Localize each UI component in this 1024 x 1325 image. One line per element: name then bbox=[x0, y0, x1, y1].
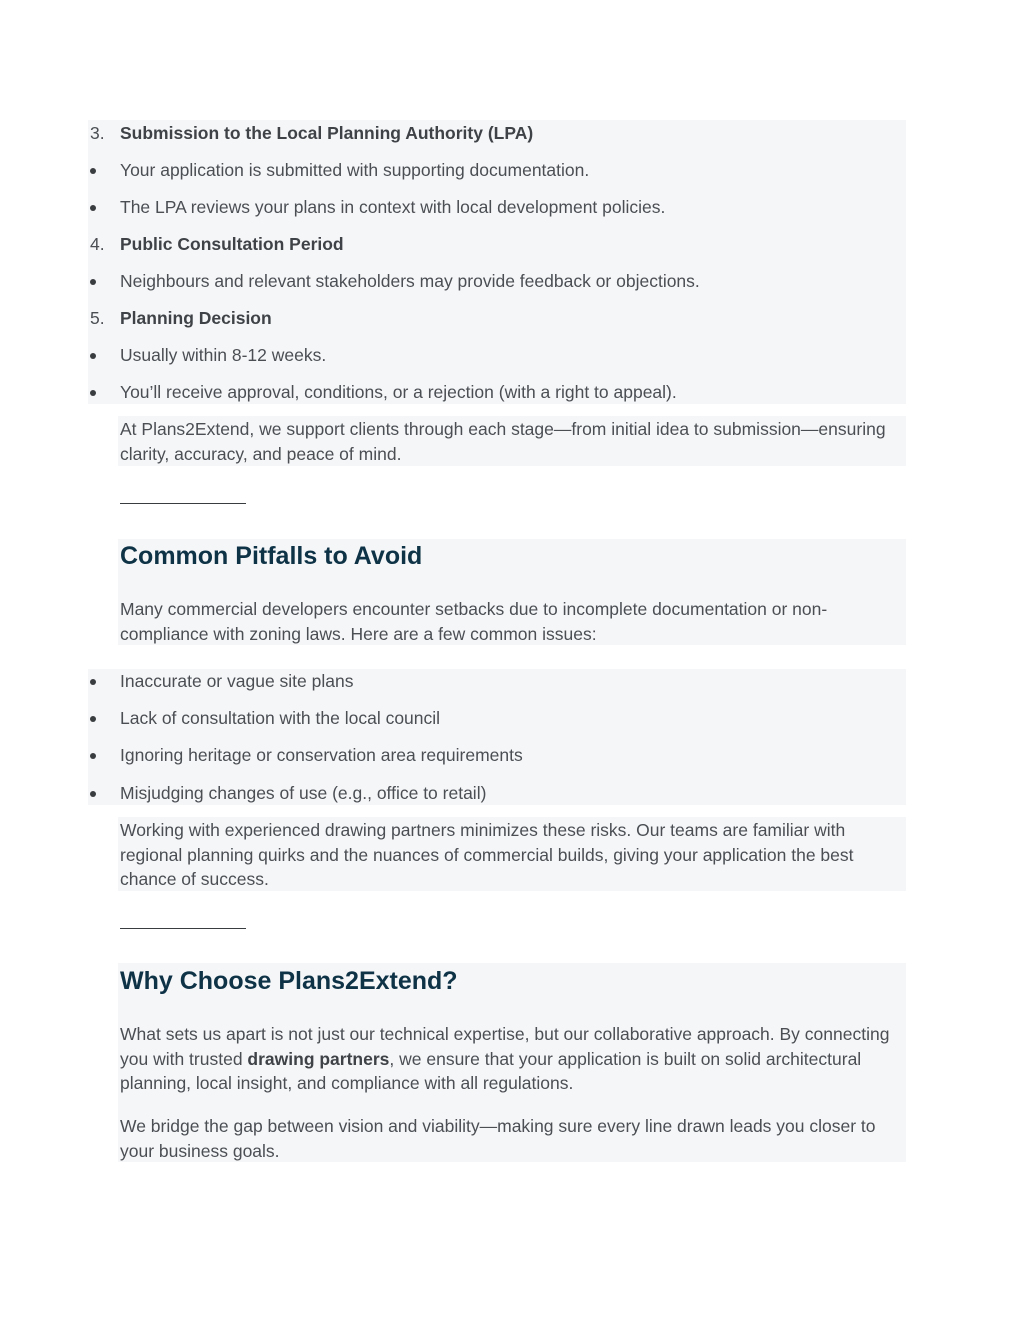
why-paragraph-2: We bridge the gap between vision and viability—making sure every line drawn leads you closer to your business goals. bbox=[120, 1116, 876, 1161]
bullet-dot bbox=[90, 390, 96, 396]
step-5-number: 5. bbox=[90, 308, 105, 328]
bullet-dot bbox=[90, 716, 96, 722]
bullet-dot bbox=[90, 753, 96, 759]
why-heading: Why Choose Plans2Extend? bbox=[120, 967, 458, 995]
step-4-title: Public Consultation Period bbox=[120, 234, 344, 254]
pitfall-item: Inaccurate or vague site plans bbox=[120, 671, 354, 691]
why-paragraph-1 bbox=[120, 1022, 900, 1096]
step-3-bullet-1: Your application is submitted with supporting documentation. bbox=[120, 160, 590, 180]
why-paragraph-1-end: , we ensure that your application is built on solid architectural planning, local insight, and compliance with all regulations. bbox=[120, 1048, 862, 1093]
section-divider bbox=[120, 928, 246, 929]
step-5-bullet-1: Usually within 8-12 weeks. bbox=[120, 345, 327, 365]
pitfalls-closing-paragraph: Working with experienced drawing partners minimizes these risks. Our teams are familiar with regional planning quirks and the nuances of commercial builds, giving your application the best chance of success. bbox=[120, 820, 854, 889]
step-5-title: Planning Decision bbox=[120, 308, 272, 328]
step-3-number: 3. bbox=[90, 123, 105, 143]
step-5-bullet-2: You’ll receive approval, conditions, or a rejection (with a right to appeal). bbox=[120, 382, 677, 402]
why-paragraph-1-start: What sets us apart is not just our technical expertise, but our collaborative approach. By connecting you with trusted bbox=[120, 1024, 890, 1069]
drawing-partners-emphasis: drawing partners bbox=[247, 1048, 390, 1069]
pitfalls-intro: Many commercial developers encounter setbacks due to incomplete documentation or non-compliance with zoning laws. Here are a few common issues: bbox=[120, 599, 828, 644]
bullet-dot bbox=[90, 279, 96, 285]
bullet-dot bbox=[90, 353, 96, 359]
pitfall-item: Misjudging changes of use (e.g., office to retail) bbox=[120, 783, 487, 803]
step-3-title: Submission to the Local Planning Authority (LPA) bbox=[120, 123, 534, 143]
bullet-dot bbox=[90, 679, 96, 685]
step-4-number: 4. bbox=[90, 234, 105, 254]
pitfall-item: Ignoring heritage or conservation area requirements bbox=[120, 745, 523, 765]
pitfall-item: Lack of consultation with the local council bbox=[120, 708, 441, 728]
steps-closing-paragraph: At Plans2Extend, we support clients through each stage—from initial idea to submission—ensuring clarity, accuracy, and peace of mind. bbox=[120, 419, 886, 464]
step-4-bullet-1: Neighbours and relevant stakeholders may provide feedback or objections. bbox=[120, 271, 700, 291]
bullet-dot bbox=[90, 205, 96, 211]
step-3-bullet-2: The LPA reviews your plans in context with local development policies. bbox=[120, 197, 666, 217]
pitfalls-heading: Common Pitfalls to Avoid bbox=[120, 542, 423, 570]
bullet-dot bbox=[90, 168, 96, 174]
section-divider bbox=[120, 503, 246, 504]
bullet-dot bbox=[90, 791, 96, 797]
